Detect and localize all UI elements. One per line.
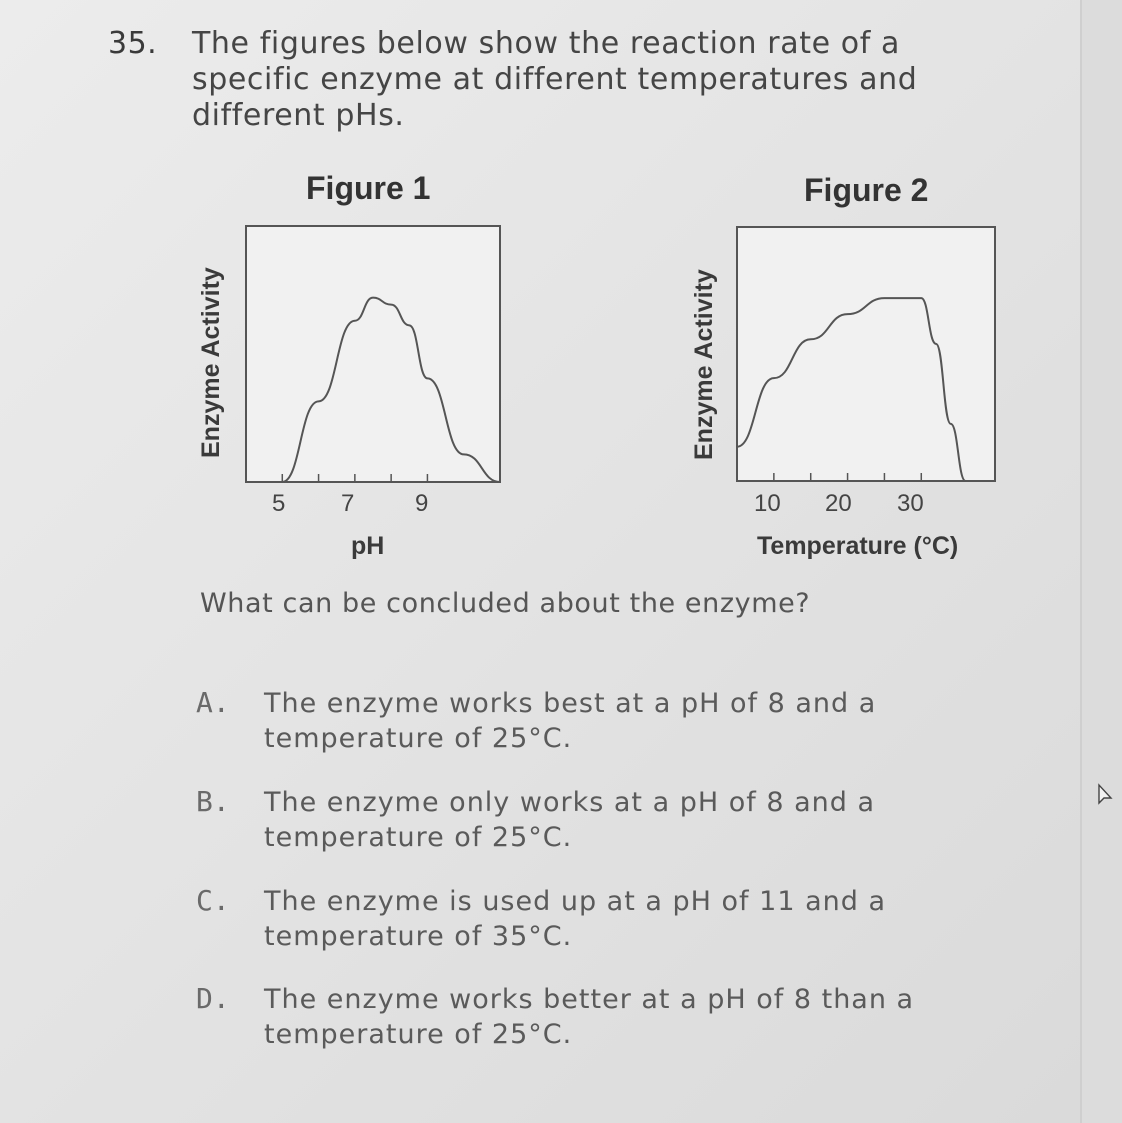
question-prompt: What can be concluded about the enzyme? xyxy=(200,588,811,619)
option-line: The enzyme works best at a pH of 8 and a xyxy=(264,688,877,719)
data-point xyxy=(737,446,738,447)
option-letter: B. xyxy=(196,785,230,818)
data-point xyxy=(409,325,410,326)
option-text xyxy=(264,785,984,855)
data-point xyxy=(282,482,283,483)
option-letter: A. xyxy=(196,686,230,719)
data-point xyxy=(884,298,885,299)
question-number: 35. xyxy=(108,26,158,61)
data-point xyxy=(318,401,319,402)
stem-line: different pHs. xyxy=(192,98,405,133)
mouse-pointer-icon xyxy=(1097,783,1113,805)
data-point xyxy=(463,454,464,455)
figure-2-x-tick: 10 xyxy=(754,490,781,517)
figure-2-title: Figure 2 xyxy=(804,172,929,208)
figure-2-x-tick: 30 xyxy=(897,490,924,517)
stem-line: specific enzyme at different temperatures and xyxy=(192,62,918,97)
figure-2-x-axis-label: Temperature (°C) xyxy=(757,532,959,560)
figure-2-y-axis-label: Enzyme Activity xyxy=(690,269,718,460)
option-line: The enzyme only works at a pH of 8 and a xyxy=(264,787,876,818)
option-line: temperature of 35°C. xyxy=(264,921,573,952)
figure-1-x-tick: 7 xyxy=(341,490,355,517)
data-point xyxy=(373,297,374,298)
figure-2-plot xyxy=(737,227,995,481)
option-letter: C. xyxy=(196,884,230,917)
option-text xyxy=(264,686,984,756)
option-line: The enzyme works better at a pH of 8 than a xyxy=(264,984,915,1015)
figure-1-plot xyxy=(246,226,500,482)
figure-1-x-tick: 5 xyxy=(272,490,286,517)
option-line: temperature of 25°C. xyxy=(264,1019,573,1050)
data-point xyxy=(847,314,848,315)
data-point xyxy=(810,339,811,340)
option-text xyxy=(264,884,984,954)
figure-1-title: Figure 1 xyxy=(306,170,431,206)
option-line: temperature of 25°C. xyxy=(264,723,573,754)
option-letter: D. xyxy=(196,982,230,1015)
figure-1-x-tick: 9 xyxy=(415,490,429,517)
option-text xyxy=(264,982,984,1052)
option-line: The enzyme is used up at a pH of 11 and a xyxy=(264,886,887,917)
data-point xyxy=(773,378,774,379)
stem-line: The figures below show the reaction rate of a xyxy=(192,26,901,61)
figure-2-x-tick: 20 xyxy=(825,490,852,517)
data-point xyxy=(921,298,922,299)
plot-frame xyxy=(246,226,500,482)
data-point xyxy=(950,423,951,424)
data-point xyxy=(354,320,355,321)
figure-1-y-axis-label: Enzyme Activity xyxy=(197,267,225,458)
option-line: temperature of 25°C. xyxy=(264,822,573,853)
data-point xyxy=(936,343,937,344)
data-point xyxy=(500,482,501,483)
data-point xyxy=(391,304,392,305)
figure-1-x-axis-label: pH xyxy=(351,532,385,560)
question-stem xyxy=(192,26,972,134)
data-point xyxy=(965,481,966,482)
data-point xyxy=(427,378,428,379)
